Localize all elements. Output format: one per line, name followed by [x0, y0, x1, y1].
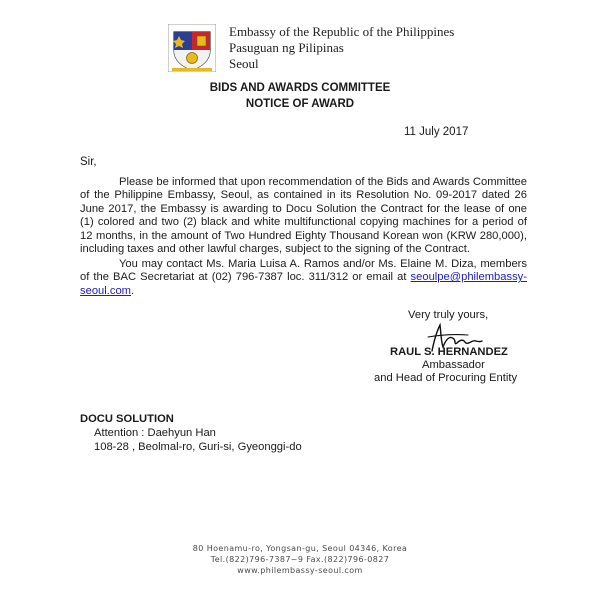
letter-date: 11 July 2017	[404, 126, 469, 138]
recipient-name: DOCU SOLUTION	[80, 413, 174, 425]
contact-end: .	[131, 284, 135, 297]
recipient-address: 108-28 , Beolmal-ro, Guri-si, Gyeonggi-do	[94, 441, 302, 453]
embassy-letterhead	[229, 24, 454, 72]
contact-text: You may contact Ms. Maria Luisa A. Ramos and/or Ms. Elaine M. Diza, members of the BAC Secretariat at (02) 796-7387 loc. 311/312 or email at	[80, 258, 527, 284]
recipient-block	[80, 412, 302, 454]
committee-heading: BIDS AND AWARDS COMMITTEE	[209, 82, 391, 94]
award-paragraph: Please be informed that upon recommendation of the Bids and Awards Committee of the Philippine Embassy, Seoul, as contained in its Resolution No. 09-2017 dated 26 June 2017, the Embassy is awarding to Docu Solution the Contract for the lease of one (1) colored and two (2) black and white multifunctional copying machines for a period of 12 months, in the amount of Two Hundred Eighty Thousand Korean won (KRW 280,000), including taxes and other lawful charges, subject to the signing of the Contract.	[80, 176, 527, 256]
footer-phone: Tel.(822)796-7387~9 Fax.(822)796-0827	[210, 555, 390, 564]
footer-address: 80 Hoenamu-ro, Yongsan-gu, Seoul 04346, Korea	[192, 544, 408, 553]
closing-line: Very truly yours,	[408, 309, 489, 321]
letter-footer	[0, 543, 600, 576]
recipient-attention: Attention : Daehyun Han	[94, 427, 216, 439]
signatory-name: RAUL S. HERNANDEZ	[390, 346, 508, 358]
email-link[interactable]: seoulpe@philembassy-seoul.com	[80, 271, 527, 297]
letterhead-line-2: Pasuguan ng Pilipinas	[229, 40, 344, 55]
signatory-role: and Head of Procuring Entity	[374, 372, 518, 384]
signatory-title: Ambassador	[422, 359, 485, 371]
embassy-seal-icon	[168, 24, 216, 72]
salutation: Sir,	[80, 156, 97, 168]
letterhead-line-3: Seoul	[229, 56, 259, 71]
notice-heading: NOTICE OF AWARD	[245, 98, 355, 110]
contact-paragraph	[80, 258, 527, 298]
footer-website[interactable]: www.philembassy-seoul.com	[237, 566, 363, 575]
letterhead-line-1: Embassy of the Republic of the Philippines	[229, 24, 455, 39]
